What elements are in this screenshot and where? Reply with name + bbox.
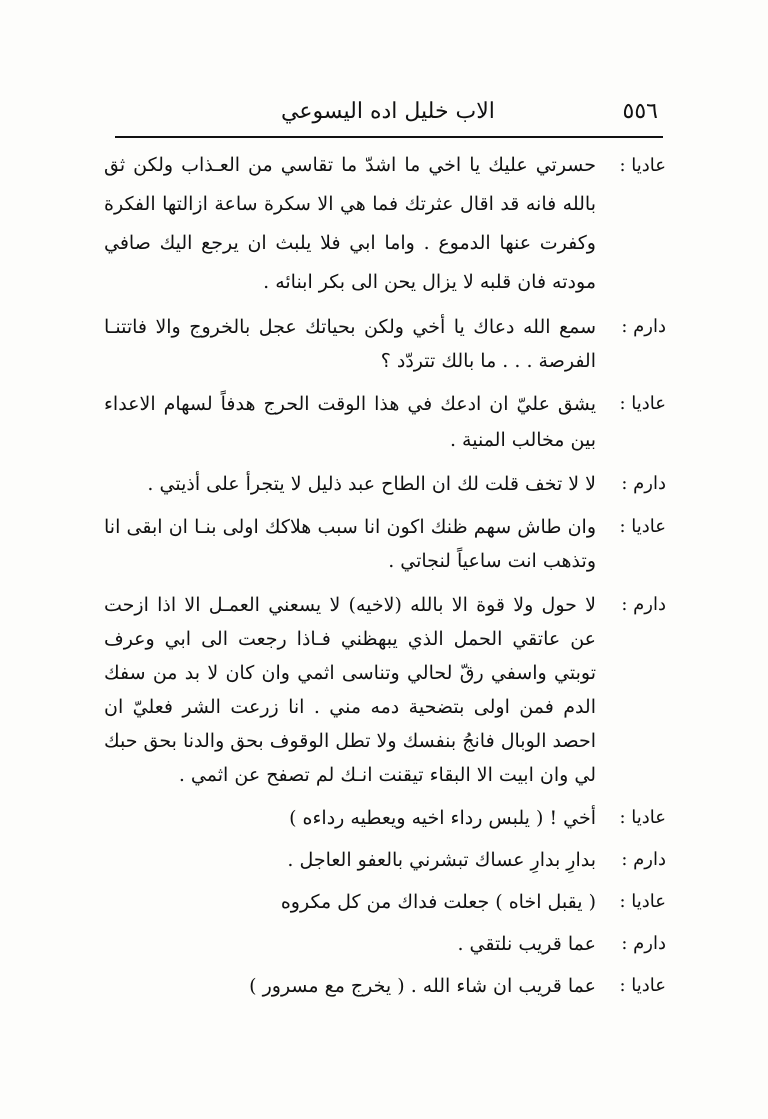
dialogue-text: ( يقبل اخاه ) جعلت فداك من كل مكروه (280, 891, 596, 913)
dialogue-text: وان طاش سهم ظنك اكون انا سبب هلاكك اولى بنـا ان ابقى انا وتذهب انت ساعياً لنجاتي . (104, 516, 596, 572)
dialogue-entry (104, 466, 666, 502)
speaker-name: دارم : (621, 316, 666, 337)
dialogue-entry (104, 310, 666, 378)
speaker-name: عاديا : (619, 516, 666, 537)
dialogue-body (104, 146, 666, 1004)
page-header (118, 92, 658, 132)
dialogue-text: يشق عليّ ان ادعك في هذا الوقت الحرج هدفاً لسهام الاعداء بين مخالب المنية . (104, 393, 596, 451)
speaker-name: دارم : (621, 933, 666, 954)
header-rule (115, 136, 663, 138)
dialogue-text: سمع الله دعاك يا أخي ولكن بحياتك عجل بالخروج والا فاتتنـا الفرصة . . . ما بالك تتردّد ؟ (104, 316, 596, 372)
dialogue-entry (104, 510, 666, 578)
page-number: ٥٥٦ (622, 99, 658, 124)
speaker-name: دارم : (621, 594, 666, 615)
speaker-name: دارم : (621, 849, 666, 870)
dialogue-entry (104, 842, 666, 878)
dialogue-entry (104, 926, 666, 962)
dialogue-entry (104, 968, 666, 1004)
dialogue-text: لا لا تخف قلت لك ان الطاح عبد ذليل لا يتجرأ على أذيتي . (147, 473, 596, 495)
dialogue-text: حسرتي عليك يا اخي ما اشدّ ما تقاسي من العـذاب ولكن ثق بالله فانه قد اقال عثرتك فما هي الا سكرة ساعة ازالتها الفكرة وكفرت عنها الدموع . واما ابي فلا يلبث ان يرجع اليك صافي مودته فان قلبه لا يزال يحن الى بكر ابنائه . (104, 154, 596, 293)
dialogue-text: عما قريب ان شاء الله . ( يخرج مع مسرور ) (249, 975, 596, 997)
speaker-name: عاديا : (619, 975, 666, 996)
dialogue-text: عما قريب نلتقي . (457, 933, 596, 955)
running-title: الاب خليل اده اليسوعي (281, 99, 495, 124)
dialogue-text: أخي ! ( يلبس رداء اخيه ويعطيه رداءه ) (289, 807, 596, 829)
speaker-name: دارم : (621, 473, 666, 494)
dialogue-entry (104, 800, 666, 836)
dialogue-entry (104, 588, 666, 792)
dialogue-entry (104, 386, 666, 458)
dialogue-entry (104, 146, 666, 302)
speaker-name: عاديا : (619, 393, 666, 414)
speaker-name: عاديا : (619, 891, 666, 912)
speaker-name: عاديا : (619, 807, 666, 828)
speaker-name: عاديا : (619, 155, 666, 176)
dialogue-text: بدارِ بدارِ عساك تبشرني بالعفو العاجل . (287, 849, 596, 871)
dialogue-text: لا حول ولا قوة الا بالله (لاخيه) لا يسعني العمـل الا اذا ازحت عن عاتقي الحمل الذي يبهظني فـاذا رجعت الى ابي وعرف توبتي واسفي رقّ لحالي وتناسى اثمي وان كان لا بد من سفك الدم فمن اولى بتضحية دمه مني . انا زرعت الشر فعليّ ان احصد الوبال فانجُ بنفسك ولا تطل الوقوف بحق والدنا بحق حبك لي وان ابيت الا البقاء تيقنت انـك لم تصفح عن اثمي . (104, 594, 596, 786)
dialogue-entry (104, 884, 666, 920)
